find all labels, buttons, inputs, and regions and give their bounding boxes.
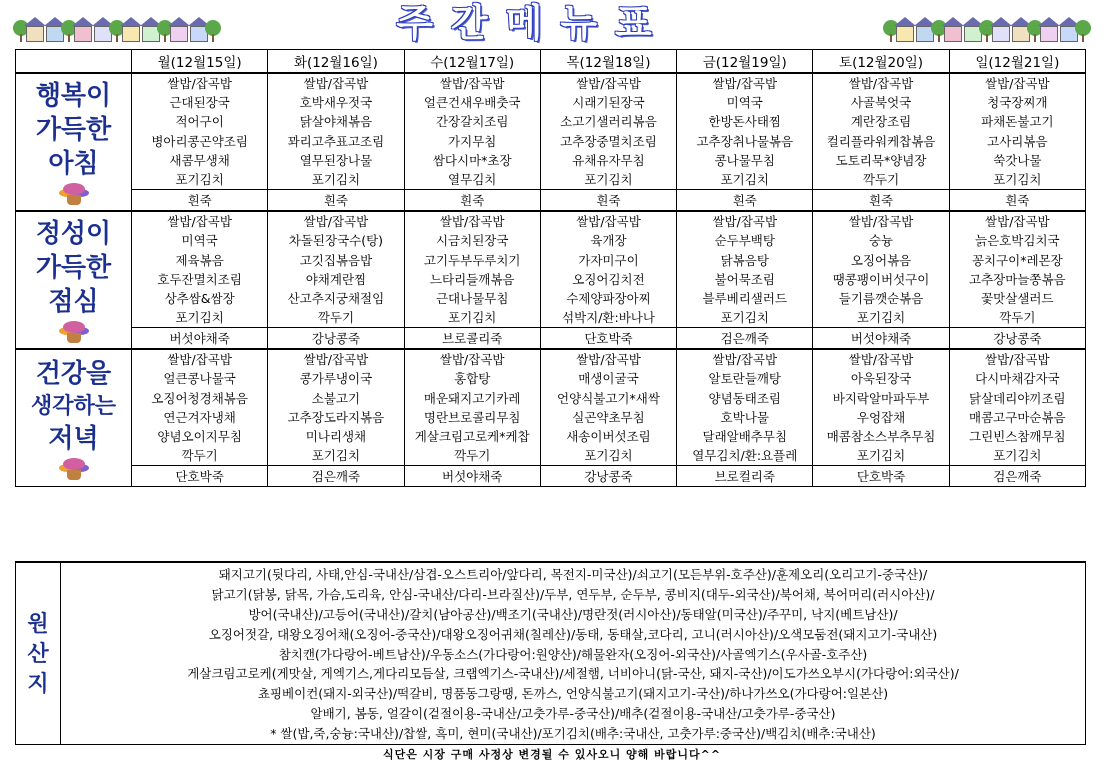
flower-pot-icon: [57, 456, 91, 480]
lunch-row: [16, 211, 1086, 328]
origin-text: [61, 565, 1085, 744]
breakfast-day-cell: [813, 73, 949, 190]
menu-item: 쌈다시마*초장: [432, 152, 512, 168]
menu-item: 고추장도라지볶음: [287, 409, 385, 425]
menu-item: 유채유자무침: [572, 152, 645, 168]
origin-label-char: 지: [27, 671, 49, 697]
menu-item: 호두잔멸치조림: [157, 271, 242, 287]
menu-item: 포기김치: [584, 448, 633, 464]
day-header: 화(12월16일): [268, 50, 404, 74]
menu-item: 컬리플라워케찹볶음: [826, 133, 936, 149]
porridge-item: 흰죽: [677, 190, 813, 212]
lunch-day-cell: [268, 211, 404, 328]
tree-icon: [1080, 20, 1086, 42]
menu-item: 쌀밥/잡곡밥: [167, 214, 232, 230]
day-header: 수(12월17일): [404, 50, 540, 74]
menu-item: 열무김치/환:요플레: [692, 448, 798, 464]
menu-item: 가지무침: [448, 133, 497, 149]
menu-item: 블루베리샐러드: [702, 290, 788, 306]
house-icon: [1040, 26, 1058, 42]
page-title: 주간메뉴표: [396, 1, 670, 45]
menu-item: 매콤고구마순볶음: [969, 409, 1066, 425]
menu-item: 홍합탕: [454, 371, 491, 387]
menu-item: 사골북엇국: [850, 95, 912, 111]
lunch-day-cell: [813, 211, 949, 328]
menu-item: 열무된장나물: [299, 152, 373, 168]
menu-item: 오징어볶음: [850, 252, 912, 268]
dinner-day-cell: [132, 349, 268, 466]
origin-line: 돼지고기(뒷다리, 사태,안심-국내산/삼겹-오스트리아/앞다리, 목전지-미국산)/쇠고기(모든부위-호주산)/훈제오리(오리고기-중국산)/: [218, 567, 928, 582]
menu-item: 근대나물무침: [435, 290, 509, 306]
porridge-item: 브로콜리죽: [404, 328, 540, 350]
breakfast-porridge-row: [16, 190, 1086, 212]
lunch-day-cell: [132, 211, 268, 328]
menu-item: 쌀밥/잡곡밥: [985, 76, 1050, 91]
breakfast-day-cell: [677, 73, 813, 190]
menu-item: 꽃맛살샐러드: [981, 290, 1054, 306]
porridge-item: 버섯야채죽: [132, 328, 268, 350]
origin-line: 쵸핑베이컨(돼지-외국산)/떡갈비, 명품동그랑땡, 돈까스, 언양식불고기(돼지고기-국산)/하나가쓰오(가다랑어:일본산): [257, 686, 889, 702]
menu-item: 쌀밥/잡곡밥: [848, 76, 914, 91]
porridge-item: 강낭콩죽: [268, 328, 404, 350]
menu-item: 숭늉: [868, 233, 894, 249]
house-icon: [992, 26, 1010, 42]
flower-pot-icon: [57, 181, 91, 205]
menu-item: 병아리콩곤약조림: [151, 133, 248, 149]
menu-item: 소불고기: [311, 390, 361, 406]
menu-item: 순두부백탕: [714, 233, 775, 249]
menu-item: 새콤무생채: [169, 152, 230, 168]
menu-item: 다시마채감자국: [975, 371, 1060, 387]
porridge-item: 검은깨죽: [949, 466, 1085, 487]
origin-label-char: 원: [27, 611, 49, 637]
menu-item: 땡콩팽이버섯구이: [832, 271, 930, 287]
menu-item: 쌀밥/잡곡밥: [985, 352, 1050, 368]
dinner-day-cell: [677, 349, 813, 466]
menu-item: 알토란들깨탕: [708, 371, 781, 387]
dinner-label: [16, 349, 132, 487]
menu-item: 포기김치: [311, 448, 361, 464]
menu-item: 소고기샐러리볶음: [560, 114, 657, 130]
dinner-day-cell: [813, 349, 949, 466]
menu-item: 꽁치구이*레몬장: [971, 252, 1063, 268]
menu-item: 달래알배추무침: [702, 429, 788, 444]
menu-item: 양념오이지무침: [157, 429, 242, 444]
menu-item: 쌀밥/잡곡밥: [439, 76, 505, 91]
menu-item: 고사리볶음: [987, 133, 1048, 149]
menu-item: 미나리생채: [305, 429, 367, 444]
menu-item: 산고추지궁채절임: [287, 290, 385, 306]
menu-item: 쌀밥/잡곡밥: [303, 214, 369, 230]
breakfast-label-line: 가득한: [35, 115, 112, 146]
origin-line: 오징어젓갈, 대왕오징어채(오징어-중국산)/대왕오징어귀채(칠레산)/동태, 동태살,코다리, 고니(러시아산)/오색모둠전(돼지고기-국내산): [208, 626, 938, 642]
menu-item: 고기두부두루치기: [423, 252, 521, 268]
menu-item: 깍두기: [999, 310, 1036, 326]
dinner-day-cell: [404, 349, 540, 466]
menu-item: 섞박지/환:바나나: [562, 310, 655, 326]
menu-item: 포기김치: [311, 171, 361, 187]
menu-item: 쌀밥/잡곡밥: [439, 352, 505, 368]
menu-item: 적어구이: [175, 114, 224, 130]
menu-item: 우엉잡채: [856, 409, 906, 425]
menu-item: 포기김치: [720, 310, 769, 326]
menu-item: 쌀밥/잡곡밥: [439, 214, 505, 230]
dinner-porridge-row: [16, 466, 1086, 487]
porridge-item: 검은깨죽: [677, 328, 813, 350]
porridge-item: 흰죽: [813, 190, 949, 212]
dinner-label-line: 저녁: [48, 423, 99, 454]
porridge-item: 단호박죽: [132, 466, 268, 487]
breakfast-day-cell: [268, 73, 404, 190]
menu-item: 도토리묵*양념장: [835, 152, 927, 168]
menu-item: 고추장중멸치조림: [560, 133, 657, 149]
menu-item: 열무김치: [448, 171, 497, 187]
menu-item: 쌀밥/잡곡밥: [303, 352, 369, 368]
menu-item: 매콤참소스부추무침: [826, 429, 936, 444]
menu-item: 미역국: [726, 95, 763, 111]
menu-item: 가자미구이: [578, 252, 639, 268]
menu-item: 쌀밥/잡곡밥: [712, 214, 778, 230]
menu-item: 실곤약초무침: [572, 409, 645, 425]
day-header: 토(12월20일): [813, 50, 949, 74]
menu-item: 그린빈스참깨무침: [969, 429, 1066, 444]
corner-cell: [16, 50, 132, 74]
menu-item: 닭살야채볶음: [299, 114, 373, 130]
menu-item: 들기름깻순볶음: [838, 290, 924, 306]
menu-item: 상추쌈&쌈장: [164, 290, 235, 306]
header: [0, 0, 1104, 46]
menu-item: 미역국: [181, 233, 218, 249]
lunch-label-line: 정성이: [35, 219, 112, 250]
porridge-item: 흰죽: [132, 190, 268, 212]
menu-item: 쌀밥/잡곡밥: [303, 76, 369, 91]
menu-item: 불어묵조림: [714, 271, 775, 287]
menu-item: 포기김치: [720, 171, 769, 187]
menu-item: 깍두기: [181, 448, 218, 464]
lunch-day-cell: [404, 211, 540, 328]
menu-item: 포기김치: [856, 310, 906, 326]
menu-item: 포기김치: [448, 310, 497, 326]
menu-item: 닭살데리야끼조림: [969, 390, 1066, 406]
dinner-label-line: 생각하는: [30, 392, 116, 419]
dinner-row: [16, 349, 1086, 466]
menu-item: 쌀밥/잡곡밥: [167, 76, 232, 91]
lunch-label: [16, 211, 132, 349]
porridge-item: 브로컬리죽: [677, 466, 813, 487]
breakfast-label: [16, 73, 132, 211]
menu-item: 호박나물: [720, 409, 769, 425]
lunch-day-cell: [540, 211, 676, 328]
menu-item: 얼큰콩나물국: [163, 371, 236, 387]
footer-note: 식단은 시장 구매 사정상 변경될 수 있사오니 양해 바랍니다^^: [382, 748, 722, 761]
menu-item: 쌀밥/잡곡밥: [712, 76, 778, 91]
menu-item: 깍두기: [317, 310, 355, 326]
menu-item: 쌀밥/잡곡밥: [985, 214, 1050, 230]
menu-item: 깍두기: [862, 171, 900, 187]
menu-item: 근대된장국: [169, 95, 230, 111]
lunch-porridge-row: [16, 328, 1086, 350]
house-icon: [74, 26, 92, 42]
house-icon: [896, 26, 914, 42]
house-decoration-right: [888, 8, 1086, 42]
porridge-item: 흰죽: [540, 190, 676, 212]
menu-item: 포기김치: [993, 448, 1042, 464]
menu-item: 호박새우젓국: [299, 95, 373, 111]
menu-item: 쌀밥/잡곡밥: [576, 214, 641, 230]
dinner-label-line: 건강을: [35, 358, 112, 389]
menu-item: 꽈리고추표고조림: [287, 133, 385, 149]
menu-item: 포기김치: [856, 448, 906, 464]
menu-item: 양념동태조림: [708, 390, 781, 406]
menu-item: 포기김치: [993, 171, 1042, 187]
menu-item: 아욱된장국: [850, 371, 912, 387]
menu-item: 쌀밥/잡곡밥: [712, 352, 778, 368]
menu-item: 콩가루냉이국: [299, 371, 373, 387]
breakfast-label-line: 행복이: [35, 81, 112, 112]
origin-label-char: 산: [27, 641, 49, 667]
menu-item: 닭볶음탕: [720, 252, 769, 268]
house-decoration-left: [18, 8, 216, 42]
porridge-item: 검은깨죽: [268, 466, 404, 487]
menu-item: 시래기된장국: [572, 95, 645, 111]
menu-item: 한방돈사태찜: [708, 114, 781, 130]
dinner-day-cell: [268, 349, 404, 466]
day-header: 목(12월18일): [540, 50, 676, 74]
breakfast-day-cell: [404, 73, 540, 190]
menu-item: 명란브로콜리무침: [423, 409, 521, 425]
menu-item: 포기김치: [175, 171, 224, 187]
breakfast-day-cell: [132, 73, 268, 190]
menu-item: 쌀밥/잡곡밥: [576, 352, 641, 368]
house-icon: [26, 26, 44, 42]
menu-item: 느타리들깨볶음: [429, 271, 515, 287]
origin-section: [15, 561, 1086, 745]
menu-item: 언양식불고기*새싹: [557, 390, 660, 406]
menu-item: 매생이굴국: [578, 371, 639, 387]
origin-line: 닭고기(닭봉, 닭목, 가슴,도리육, 안심-국내산/다리-브라질산)/두부, 연두부, 순두부, 콩비지(대두-외국산)/북어채, 북어머리(러시아산)/: [211, 586, 935, 602]
weekly-menu-table: [15, 49, 1086, 487]
menu-item: 콩나물무침: [714, 152, 775, 168]
lunch-label-line: 점심: [48, 287, 99, 318]
menu-item: 얼큰건새우배춧국: [423, 95, 521, 111]
day-header-row: [16, 50, 1086, 74]
menu-item: 게살크림고로케*케찹: [414, 429, 530, 444]
porridge-item: 강낭콩죽: [949, 328, 1085, 350]
day-header: 금(12월19일): [677, 50, 813, 74]
menu-item: 새송이버섯조림: [566, 429, 651, 444]
menu-item: 쌀밥/잡곡밥: [848, 214, 914, 230]
lunch-day-cell: [949, 211, 1085, 328]
menu-item: 수제양파장아찌: [566, 290, 651, 306]
house-icon: [944, 26, 962, 42]
dinner-day-cell: [540, 349, 676, 466]
menu-item: 쌀밥/잡곡밥: [167, 352, 232, 368]
menu-item: 오징어김치전: [572, 271, 645, 287]
lunch-label-line: 가득한: [35, 253, 112, 284]
menu-item: 계란장조림: [850, 114, 912, 130]
breakfast-row: [16, 73, 1086, 190]
menu-item: 고추장취나물볶음: [696, 133, 794, 149]
porridge-item: 버섯야채죽: [404, 466, 540, 487]
menu-item: 차돌된장국수(탕): [288, 233, 384, 249]
flower-pot-icon: [57, 319, 91, 343]
origin-line: 알배기, 봄동, 얼갈이(겉절이용-국내산/고춧가루-중국산)/배추(겉절이용-국내산/고춧가루-중국산): [310, 706, 836, 722]
menu-item: 고깃집볶음밥: [299, 252, 373, 268]
origin-line: 방어(국내산)/고등어(국내산)/갈치(남아공산)/백조기(국내산)/명란젓(러시아산)/동태알(미국산)/주꾸미, 낙지(베트남산)/: [248, 606, 898, 622]
menu-item: 쌀밥/잡곡밥: [848, 352, 914, 368]
porridge-item: 흰죽: [268, 190, 404, 212]
menu-item: 야채계란찜: [305, 271, 367, 287]
menu-item: 포기김치: [584, 171, 633, 187]
dinner-day-cell: [949, 349, 1085, 466]
menu-item: 오징어청경채볶음: [151, 390, 248, 406]
day-header: 일(12월21일): [949, 50, 1085, 74]
origin-label: [16, 563, 61, 745]
menu-item: 쑥갓나물: [993, 152, 1042, 168]
house-icon: [122, 26, 140, 42]
menu-item: 연근겨자냉채: [163, 409, 236, 425]
lunch-day-cell: [677, 211, 813, 328]
menu-item: 깍두기: [454, 448, 491, 464]
breakfast-label-line: 아침: [48, 149, 99, 180]
menu-item: 간장갈치조림: [435, 114, 509, 130]
menu-item: 바지락알마파두부: [832, 390, 930, 406]
house-icon: [170, 26, 188, 42]
menu-item: 파채돈불고기: [981, 114, 1054, 130]
menu-item: 시금치된장국: [435, 233, 509, 249]
origin-line: 참치캔(가다랑어-베트남산)/우동소스(가다랑어:원양산)/해물완자(오징어-외국산)/사골엑기스(우사골-호주산): [278, 646, 868, 662]
porridge-item: 강낭콩죽: [540, 466, 676, 487]
porridge-item: 흰죽: [404, 190, 540, 212]
menu-item: 쌀밥/잡곡밥: [576, 76, 641, 91]
menu-item: 제육볶음: [175, 252, 224, 268]
porridge-item: 흰죽: [949, 190, 1085, 212]
menu-item: 매운돼지고기카레: [423, 390, 521, 406]
menu-item: 고추장마늘쫑볶음: [969, 271, 1066, 287]
menu-item: 청국장찌개: [987, 95, 1048, 111]
breakfast-day-cell: [949, 73, 1085, 190]
porridge-item: 버섯야채죽: [813, 328, 949, 350]
tree-icon: [210, 20, 216, 42]
menu-item: 육개장: [590, 233, 627, 249]
porridge-item: 단호박죽: [540, 328, 676, 350]
breakfast-day-cell: [540, 73, 676, 190]
porridge-item: 단호박죽: [813, 466, 949, 487]
menu-item: 늙은호박김치국: [975, 233, 1060, 249]
origin-line: 게살크림고로케(게맛살, 게엑기스,게다리모듬살, 크랩엑기스-국내산)/세절햄, 너비아니(닭-국산, 돼지-국산)/이도가쓰오부시(가다랑어:외국산)/: [187, 666, 959, 682]
day-header: 월(12월15일): [132, 50, 268, 74]
origin-line: * 쌀(밥,죽,숭늉:국내산)/찹쌀, 흑미, 현미(국내산)/포기김치(배추:국내산, 고춧가루:중국산)/백김치(배추:국내산): [270, 726, 876, 742]
menu-item: 포기김치: [175, 310, 224, 326]
